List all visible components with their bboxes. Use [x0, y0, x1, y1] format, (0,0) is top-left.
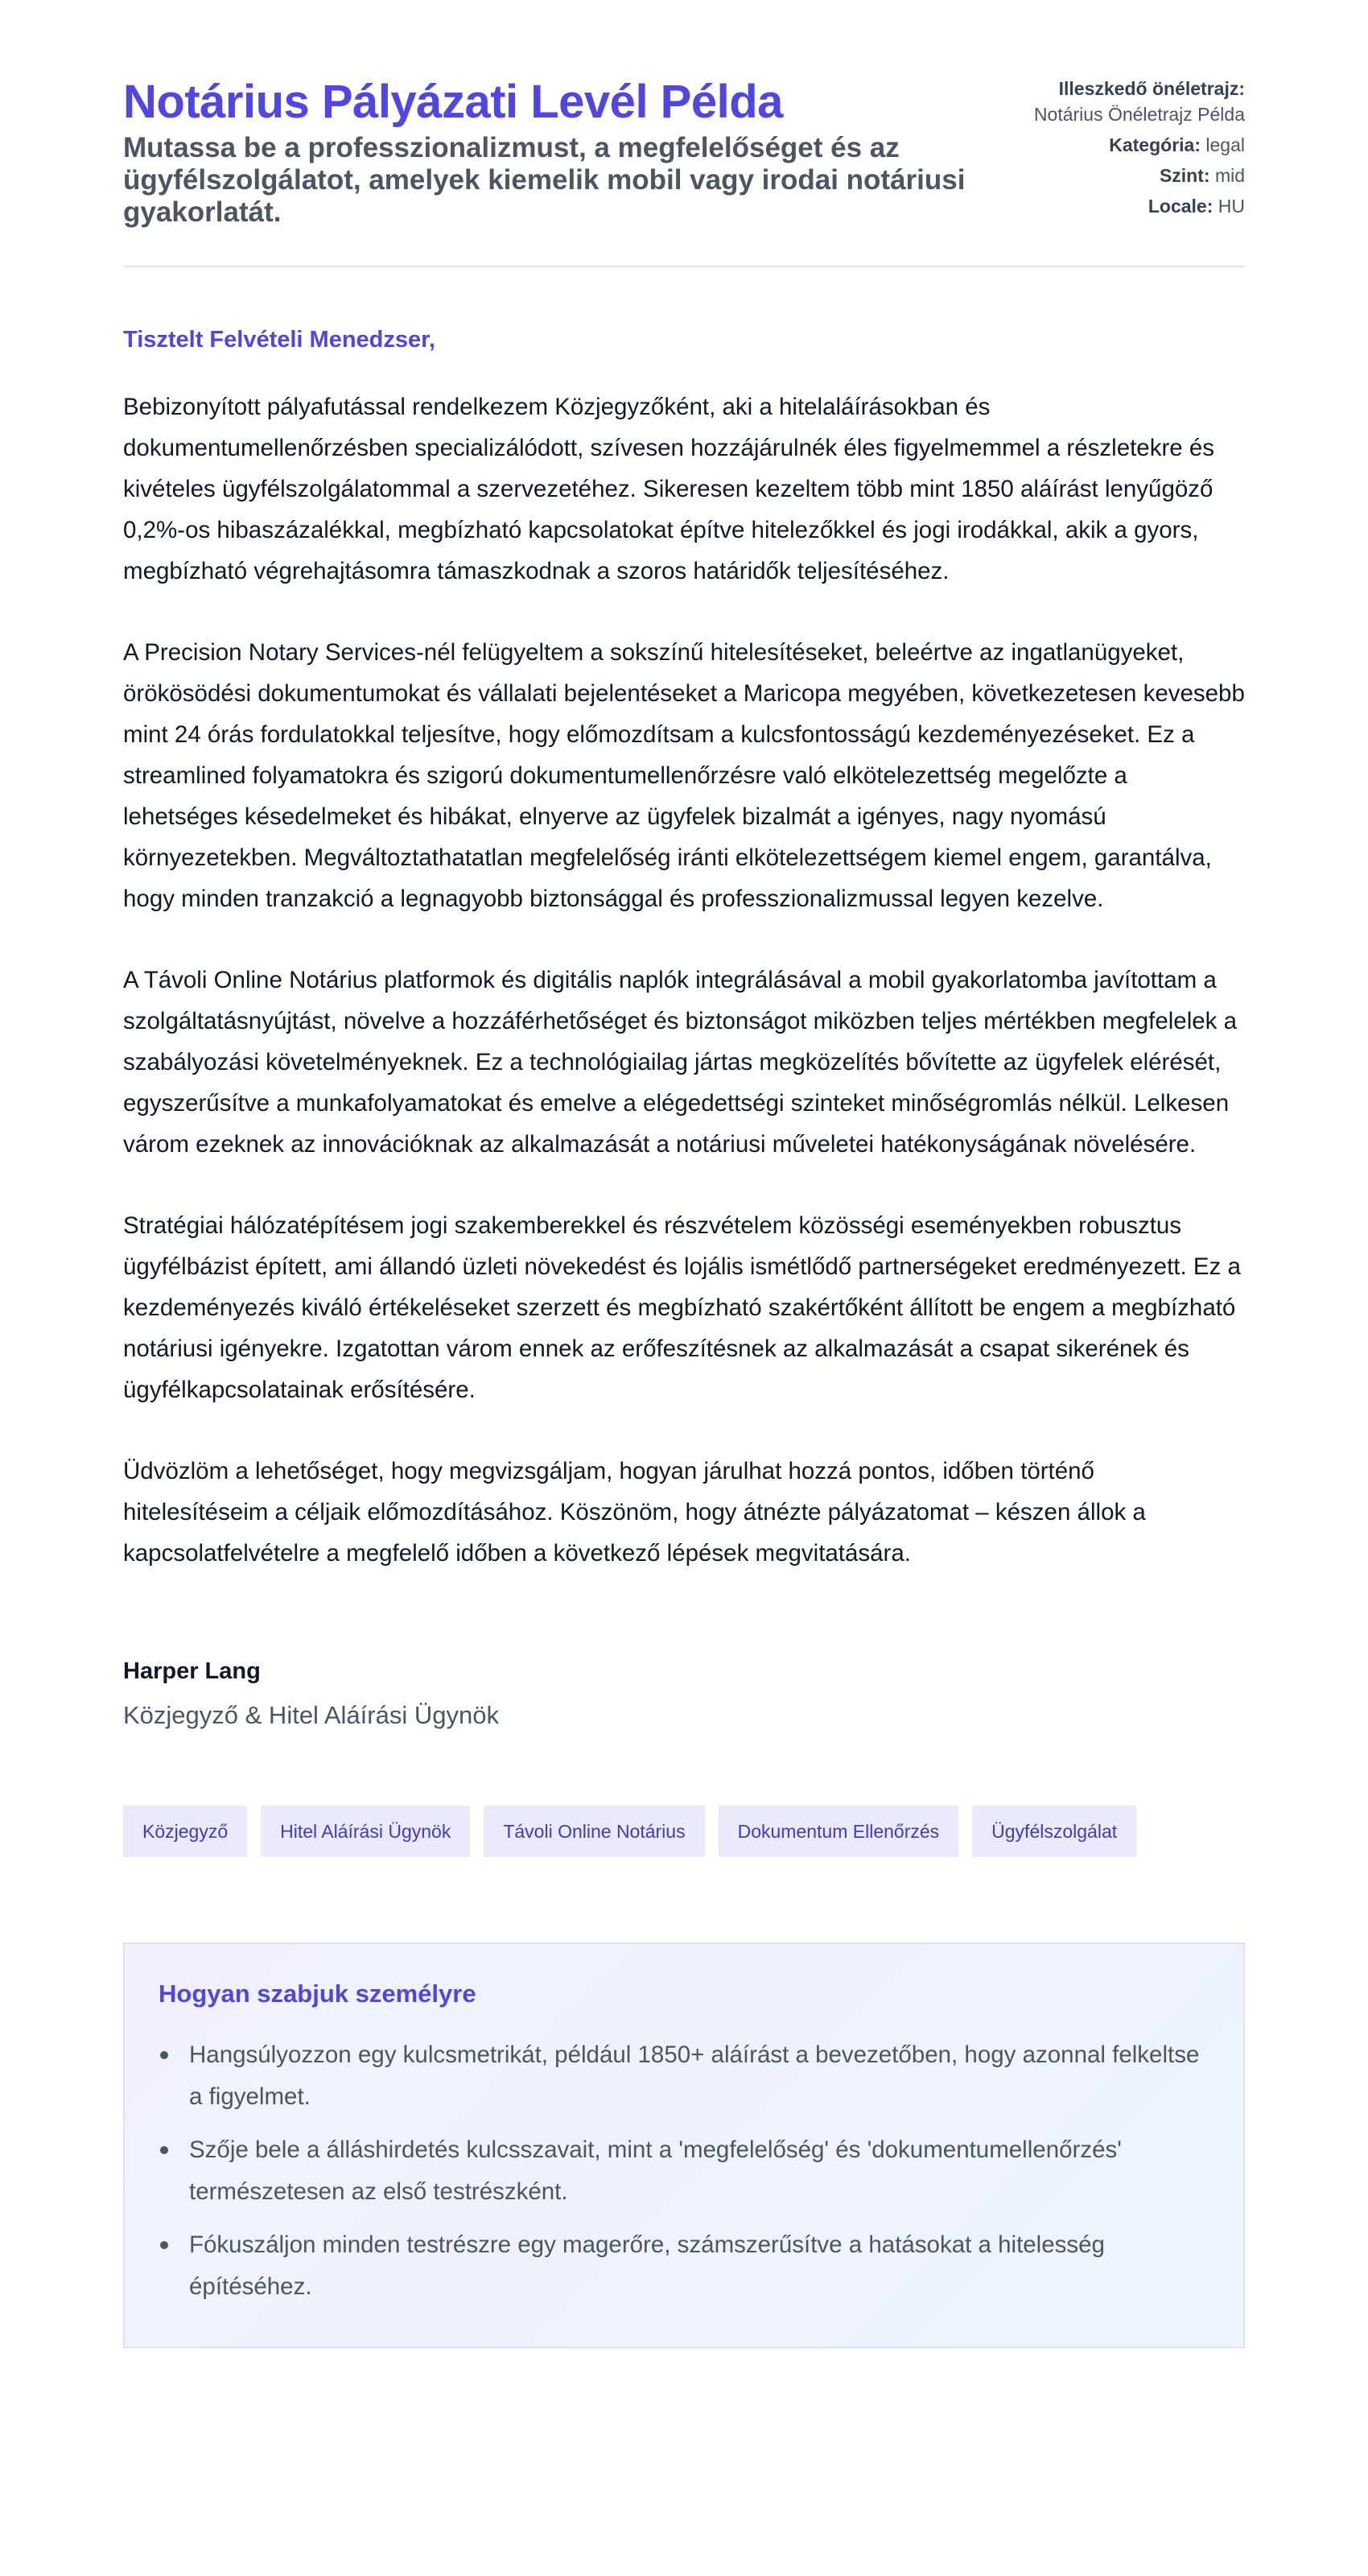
tip-text: Szője bele a álláshirdetés kulcsszavait, mint a 'megfelelőség' és 'dokumentumellenőrzés' természetesen az első testrészként. — [189, 2136, 1122, 2205]
tag-hitel-alairasi-ugynok[interactable]: Hitel Aláírási Ügynök — [261, 1806, 470, 1857]
customization-tips-box — [123, 1942, 1245, 2348]
tag-dokumentum-ellenorzes[interactable]: Dokumentum Ellenőrzés — [719, 1806, 959, 1857]
header-titles — [123, 74, 1014, 229]
tip-text: Fókuszáljon minden testrészre egy magerőre, számszerűsítve a hatásokat a hitelesség építéséhez. — [189, 2231, 1105, 2300]
page-title: Notárius Pályázati Levél Példa — [123, 76, 783, 128]
signature-block — [123, 1656, 1245, 1732]
meta-locale — [1014, 193, 1245, 219]
meta-resume — [1014, 76, 1245, 127]
letter-paragraph: A Precision Notary Services-nél felügyeltem a sokszínű hitelesítéseket, beleértve az ingatlanügyeket, örökösödési dokumentumokat és vállalati bejelentéseket a Maricopa megyében, következetesen kevesebb mint 24 órás fordulatokkal teljesítve, hogy előmozdítsam a kulcsfontosságú kezdeményezéseket. Ez a streamlined folyamatokra és szigorú dokumentumellenőrzésre való elkötelezettség megelőzte a lehetséges késedelmeket és hibákat, elnyerve az ügyfelek bizalmát a igényes, nagy nyomású környezetekben. Megváltoztathatatlan megfelelőség iránti elkötelezettségem kiemel engem, garantálva, hogy minden tranzakció a legnagyobb biztonsággal és professzionalizmussal legyen kezelve. — [123, 639, 1245, 912]
tip-item — [159, 2034, 1209, 2118]
signature-title: Közjegyző & Hitel Aláírási Ügynök — [123, 1701, 499, 1729]
meta-category — [1014, 132, 1245, 158]
skill-tags — [123, 1806, 1245, 1857]
tips-title: Hogyan szabjuk személyre — [159, 1979, 476, 2008]
bullet-icon — [160, 2146, 168, 2154]
meta-locale-label: Locale: — [1148, 196, 1213, 217]
bullet-icon — [160, 2241, 168, 2249]
bullet-icon — [160, 2051, 168, 2059]
meta-panel — [1014, 74, 1245, 224]
tag-kozjegyzo[interactable]: Közjegyző — [123, 1806, 247, 1857]
meta-category-value: legal — [1205, 134, 1245, 155]
tip-item — [159, 2129, 1209, 2213]
tips-list — [159, 2034, 1209, 2308]
meta-locale-value: HU — [1218, 196, 1245, 217]
letter-paragraph: A Távoli Online Notárius platformok és digitális naplók integrálásával a mobil gyakorlatomba javítottam a szolgáltatásnyújtást, növelve a hozzáférhetőséget és biztonságot miközben teljes mértékben megfelelek a szabályozási követelményeknek. Ez a technológiailag jártas megközelítés bővítette az ügyfelek elérését, egyszerűsítve a munkafolyamatokat és emelve a elégedettségi szinteket minőségromlás nélkül. Lelkesen várom ezeknek az innovációknak az alkalmazását a notáriusi műveletei hatékonyságának növelésére. — [123, 967, 1238, 1158]
meta-category-label: Kategória: — [1109, 134, 1201, 155]
tag-tavoli-online-notarius[interactable]: Távoli Online Notárius — [484, 1806, 704, 1857]
meta-level-label: Szint: — [1159, 165, 1210, 186]
signature-name: Harper Lang — [123, 1658, 261, 1684]
letter-body — [123, 325, 1245, 1574]
page-header — [123, 74, 1245, 267]
meta-level-value: mid — [1214, 165, 1245, 186]
letter-paragraph: Stratégiai hálózatépítésem jogi szakemberekkel és részvételem közösségi eseményekben robusztus ügyfélbázist épített, ami állandó üzleti növekedést és lojális ismétlődő partnerségeket eredményezett. Ez a kezdeményezés kiváló értékeléseket szerzett és megbízható szakértőként állított be engem a megbízható notáriusi igényekre. Izgatottan várom ennek az erőfeszítésnek az alkalmazását a csapat sikerének és ügyfélkapcsolatainak erősítésére. — [123, 1212, 1241, 1403]
tag-ugyfelszolgalat[interactable]: Ügyfélszolgálat — [972, 1806, 1136, 1857]
meta-level — [1014, 163, 1245, 188]
meta-resume-label: Illeszkedő önéletrajz: — [1058, 78, 1245, 99]
letter-paragraph: Bebizonyított pályafutással rendelkezem Közjegyzőként, aki a hitelaláírásokban és dokumentumellenőrzésben specializálódott, szívesen hozzájárulnék éles figyelmemmel a részletekre és kivételes ügyfélszolgálatommal a szervezetéhez. Sikeresen kezeltem több mint 1850 aláírást lenyűgöző 0,2%-os hibaszázalékkal, megbízható kapcsolatokat építve hitelezőkkel és jogi irodákkal, akik a gyors, megbízható végrehajtásomra támaszkodnak a szoros határidők teljesítéséhez. — [123, 394, 1215, 584]
tip-item — [159, 2224, 1209, 2308]
meta-resume-link[interactable]: Notárius Önéletrajz Példa — [1033, 104, 1245, 125]
tip-text: Hangsúlyozzon egy kulcsmetrikát, például 1850+ aláírást a bevezetőben, hogy azonnal felkeltse a figyelmet. — [189, 2041, 1200, 2110]
page-subtitle: Mutassa be a professzionalizmust, a megfelelőséget és az ügyfélszolgálatot, amelyek kiemelik mobil vagy irodai notáriusi gyakorlatát. — [123, 132, 966, 228]
letter-paragraph: Üdvözlöm a lehetőséget, hogy megvizsgáljam, hogyan járulhat hozzá pontos, időben történő hitelesítéseim a céljaik előmozdításához. Köszönöm, hogy átnézte pályázatomat – készen állok a kapcsolatfelvételre a megfelelő időben a következő lépések megvitatására. — [123, 1458, 1146, 1567]
letter-greeting: Tisztelt Felvételi Menedzser, — [123, 327, 435, 353]
